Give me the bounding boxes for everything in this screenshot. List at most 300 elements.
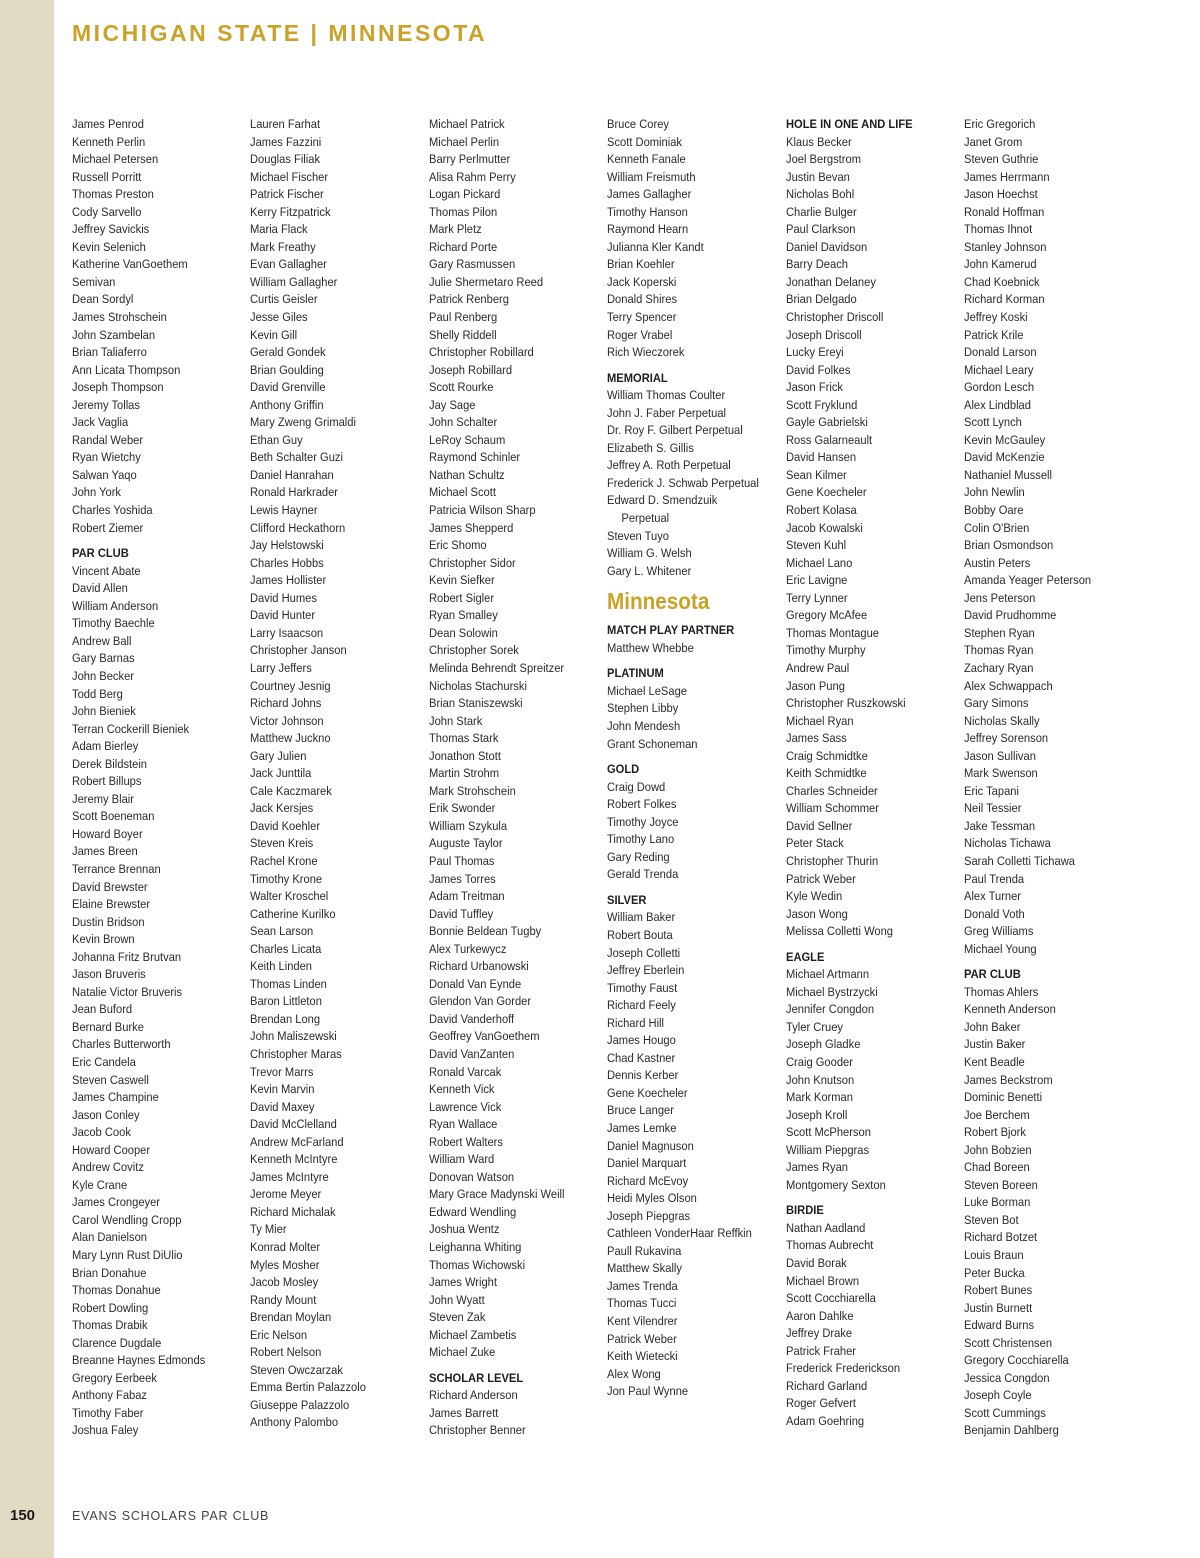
donor-name: William Ward [429,1152,495,1167]
donor-name: Donald Voth [964,906,1025,921]
donor-name: Rich Wieczorek [607,345,685,360]
donor-name: Jerome Meyer [250,1187,322,1202]
donor-name: Mark Freathy [250,239,316,254]
donor-name: Edward Burns [964,1318,1035,1333]
donor-name: Robert Bjork [964,1125,1026,1140]
donor-name: Jason Hoechst [964,187,1038,202]
donor-name: John Bieniek [72,704,136,719]
donor-name: Gary Rasmussen [429,257,516,272]
donor-name: Daniel Hanrahan [250,467,334,482]
school-heading: Minnesota [607,588,710,615]
donor-name: Gregory Cocchiarella [964,1353,1069,1368]
donor-name: David Brewster [72,879,148,894]
donor-name: Robert Billups [72,774,142,789]
donor-name: James Beckstrom [964,1072,1053,1087]
donor-name: Michael Patrick [429,117,505,131]
donor-name: Cale Kaczmarek [250,783,332,798]
donor-name: William Thomas Coulter [607,388,726,403]
donor-name: James Herrmann [964,169,1050,184]
donor-name: Michael Young [964,941,1037,956]
donor-name: Joseph Colletti [607,945,681,960]
donor-name: Brian Taliaferro [72,345,147,360]
donor-name: Montgomery Sexton [786,1177,886,1192]
donor-name: John Mendesh [607,718,681,733]
donor-name: Dominic Benetti [964,1090,1043,1105]
donor-name: Douglas Filiak [250,152,321,167]
donor-name: Adam Bierley [72,739,139,754]
donor-name: William Gallagher [250,274,338,289]
donor-name: Kent Vilendrer [607,1314,678,1328]
donor-name: Patrick Weber [786,871,856,886]
donor-name: Scott Dominiak [607,134,682,149]
donor-name: David Vanderhoff [429,1011,515,1026]
donor-name: Richard Botzet [964,1230,1038,1245]
donor-name: Luke Borman [964,1195,1031,1210]
donor-name: Larry Jeffers [250,660,312,675]
donor-name: Beth Schalter Guzi [250,450,343,465]
donor-name: Ross Galarneault [786,432,873,447]
donor-name: Ronald Varcak [429,1064,502,1079]
donor-name: James Barrett [429,1405,499,1420]
donor-name: Zachary Ryan [964,660,1034,675]
donor-name: Jeffrey Sorenson [964,731,1049,746]
donor-name: Glendon Van Gorder [429,994,532,1009]
donor-name: Chad Boreen [964,1160,1030,1175]
section-heading: SILVER [607,892,647,907]
donor-name: Peter Stack [786,836,844,851]
donor-name: Catherine Kurilko [250,906,336,921]
column-2 [250,116,410,1432]
donor-name: Joshua Faley [72,1423,139,1438]
donor-name: Joseph Kroll [786,1107,848,1122]
donor-name: Andrew Paul [786,660,850,675]
donor-name: Dennis Kerber [607,1068,679,1083]
donor-name: Justin Burnett [964,1300,1033,1315]
donor-name: Jeffrey Savickis [72,222,150,237]
donor-name: Kenneth Fanale [607,152,686,167]
donor-name: Peter Bucka [964,1265,1025,1280]
donor-name: Timothy Murphy [786,643,866,658]
donor-name: Jason Bruveris [72,967,146,982]
donor-name: Rachel Krone [250,853,318,868]
donor-name: Dean Solowin [429,625,498,640]
donor-name: Baron Littleton [250,994,322,1009]
donor-name: Charlie Bulger [786,204,857,219]
donor-name: Charles Licata [250,941,322,956]
donor-name: John Newlin [964,485,1025,500]
donor-name: James Sass [786,731,847,746]
donor-name: Ronald Hoffman [964,204,1045,219]
donor-name: William G. Welsh [607,546,692,561]
donor-name: Alex Turner [964,889,1022,904]
donor-name: Nathan Aadland [786,1220,866,1235]
donor-name: Scott Lynch [964,415,1022,430]
section-heading: PAR CLUB [72,546,129,561]
donor-name: Robert Ziemer [72,520,144,535]
donor-name: Timothy Joyce [607,814,679,829]
donor-name: James Shepperd [429,520,514,535]
donor-columns [72,116,1192,1446]
donor-name: Jonathan Delaney [786,274,876,289]
donor-name: Patrick Weber [607,1331,677,1346]
donor-name: John York [72,485,121,500]
donor-name: Christopher Benner [429,1423,526,1438]
donor-name: Donald Van Eynde [429,976,522,991]
donor-name: James Ryan [786,1160,848,1175]
donor-name: Joseph Piepgras [607,1208,691,1223]
donor-name: Gordon Lesch [964,380,1035,395]
donor-name: Brian Goulding [250,362,324,377]
donor-name: Scott McPherson [786,1125,871,1140]
donor-name: Kenneth Vick [429,1082,495,1097]
donor-name: William Piepgras [786,1142,870,1157]
donor-name: Steven Caswell [72,1072,149,1087]
donor-name: Michael Zuke [429,1345,496,1360]
donor-name: Craig Gooder [786,1054,853,1069]
donor-name: Lauren Farhat [250,117,321,131]
donor-name: Stephen Libby [607,701,679,716]
donor-name: Emma Bertin Palazzolo [250,1380,366,1395]
donor-name: Craig Schmidtke [786,748,868,763]
donor-name: Michael Fischer [250,169,329,184]
donor-name: Jay Helstowski [250,538,324,553]
donor-name: Thomas Donahue [72,1283,161,1298]
donor-name: Timothy Baechle [72,616,155,631]
donor-name: Louis Braun [964,1248,1024,1262]
donor-name: Christopher Maras [250,1046,342,1061]
donor-name: Steven Kreis [250,836,314,851]
donor-name: John Stark [429,713,483,728]
donor-name: Eric Shomo [429,538,487,553]
donor-name: Adam Goehring [786,1413,865,1428]
donor-name: William Schommer [786,801,879,816]
donor-name: Terry Lynner [786,590,848,605]
donor-name: Jacob Kowalski [786,520,863,535]
donor-name: Gary Simons [964,696,1029,711]
donor-name: Paull Rukavina [607,1243,682,1258]
section-heading: HOLE IN ONE AND LIFE [786,117,913,131]
donor-name: Howard Boyer [72,826,143,841]
donor-name: Ryan Wallace [429,1117,498,1132]
donor-name: Adam Treitman [429,889,505,904]
donor-name: Charles Yoshida [72,503,153,518]
donor-name: Ethan Guy [250,432,303,447]
donor-name: Kevin Gill [250,327,298,342]
donor-name: Joseph Driscoll [786,327,862,342]
section-heading: MATCH PLAY PARTNER [607,623,735,638]
donor-name: Nicholas Tichawa [964,836,1051,851]
donor-name: Randy Mount [250,1292,317,1307]
donor-name: John J. Faber Perpetual [607,405,727,420]
section-heading: PLATINUM [607,666,664,681]
donor-name: Kevin Selenich [72,239,146,254]
page-number: 150 [10,1507,36,1524]
donor-name: Charles Schneider [786,783,878,798]
donor-name: Thomas Ihnot [964,222,1033,237]
column-3 [429,116,589,1440]
donor-name: David Sellner [786,818,853,833]
donor-name: Christopher Thurin [786,853,879,868]
donor-name: Kevin Siefker [429,573,495,588]
donor-name: Myles Mosher [250,1257,320,1272]
donor-name: Melinda Behrendt Spreitzer [429,660,565,675]
donor-name: David Koehler [250,818,321,833]
donor-name: Eric Lavigne [786,573,848,588]
donor-name: Auguste Taylor [429,836,503,851]
donor-name: Paul Clarkson [786,222,856,237]
donor-name: Jack Koperski [607,274,677,289]
donor-name: Christopher Ruszkowski [786,696,906,711]
donor-name: Ryan Smalley [429,608,498,623]
donor-name: Matthew Skally [607,1261,682,1276]
donor-name: Gerald Gondek [250,345,326,360]
donor-name: Andrew Covitz [72,1160,144,1175]
donor-name: Steven Zak [429,1310,486,1325]
donor-name: Kenneth McIntyre [250,1152,338,1167]
donor-name: Erik Swonder [429,801,496,816]
donor-name: Joseph Thompson [72,380,164,395]
donor-name: Russell Porritt [72,169,142,184]
page-title: MICHIGAN STATE | MINNESOTA [72,20,488,46]
donor-name: Joel Bergstrom [786,152,861,167]
donor-name: Andrew McFarland [250,1134,344,1149]
donor-name: Kevin Brown [72,932,135,947]
donor-name: Mary Lynn Rust DiUlio [72,1248,183,1262]
donor-name: Stanley Johnson [964,239,1047,254]
donor-name: Robert Walters [429,1134,503,1149]
donor-name: Ann Licata Thompson [72,362,181,377]
donor-name: Nicholas Bohl [786,187,855,202]
donor-name: Brian Donahue [72,1265,147,1280]
donor-name: LeRoy Schaum [429,432,506,447]
donor-name: Donovan Watson [429,1169,515,1184]
donor-name: William Baker [607,910,676,925]
donor-name: Dustin Bridson [72,914,145,929]
donor-name: Thomas Wichowski [429,1257,526,1272]
donor-name: Anthony Palombo [250,1415,339,1430]
donor-name: Thomas Ahlers [964,984,1039,999]
donor-name: Scott Boeneman [72,809,155,824]
donor-name: Steven Guthrie [964,152,1039,167]
donor-name: Keith Schmidtke [786,766,867,781]
donor-name: Jason Wong [786,906,848,921]
donor-name: Richard Michalak [250,1204,336,1219]
donor-name: Thomas Linden [250,976,327,991]
donor-name: Scott Christensen [964,1335,1053,1350]
donor-name: Gregory McAfee [786,608,868,623]
donor-name: Thomas Pilon [429,204,498,219]
donor-name: Brian Osmondson [964,538,1054,553]
donor-name: Victor Johnson [250,713,324,728]
donor-name: Perpetual [621,511,670,526]
donor-name: Michael Scott [429,485,496,500]
donor-name: William Anderson [72,598,159,613]
donor-name: Kyle Wedin [786,889,843,904]
donor-name: Jason Conley [72,1107,140,1122]
donor-name: Gene Koecheler [607,1085,688,1100]
donor-name: Jonathon Stott [429,748,501,763]
donor-name: David Grenville [250,380,326,395]
donor-name: Jon Paul Wynne [607,1384,689,1399]
donor-name: Michael Brown [786,1273,860,1288]
donor-name: Brian Staniszewski [429,696,523,711]
donor-name: Thomas Tucci [607,1296,677,1311]
donor-name: Nicholas Skally [964,713,1040,728]
donor-name: Nicholas Stachurski [429,678,527,693]
donor-name: Konrad Molter [250,1240,321,1254]
donor-name: David McClelland [250,1117,337,1132]
section-heading: SCHOLAR LEVEL [429,1370,524,1385]
donor-name: Donald Shires [607,292,678,307]
donor-name: Scott Cummings [964,1405,1046,1420]
donor-name: James Trenda [607,1278,678,1293]
donor-name: Julianna Kler Kandt [607,239,704,254]
column-5 [786,116,946,1430]
donor-name: Julie Shermetaro Reed [429,274,544,289]
donor-name: Chad Kastner [607,1050,676,1065]
donor-name: Thomas Preston [72,187,154,202]
donor-name: Alex Wong [607,1366,661,1381]
donor-name: Ronald Harkrader [250,485,339,500]
donor-name: Richard Garland [786,1378,868,1393]
donor-name: Geoffrey VanGoethem [429,1029,540,1044]
donor-name: Mary Grace Madynski Weill [429,1187,565,1202]
donor-name: Edward D. Smendzuik [607,493,718,508]
donor-name: Scott Cocchiarella [786,1291,876,1306]
donor-name: Robert Kolasa [786,503,857,518]
donor-name: Gary Barnas [72,651,135,666]
donor-name: Eric Tapani [964,783,1019,798]
donor-name: James Hougo [607,1033,676,1048]
donor-name: Jennifer Congdon [786,1002,875,1017]
donor-name: Courtney Jesnig [250,678,331,693]
donor-name: Grant Schoneman [607,736,698,751]
donor-name: Bonnie Beldean Tugby [429,924,542,939]
donor-name: Michael Petersen [72,152,159,167]
donor-name: Justin Baker [964,1037,1026,1052]
donor-name: Thomas Aubrecht [786,1238,874,1253]
donor-name: Jean Buford [72,1002,133,1017]
donor-name: Mary Zweng Grimaldi [250,415,356,430]
donor-name: Bruce Corey [607,117,669,131]
donor-name: Austin Peters [964,555,1031,570]
donor-name: Daniel Davidson [786,239,868,254]
donor-name: Salwan Yaqo [72,467,137,482]
donor-name: Gerald Trenda [607,867,679,882]
donor-name: Gary Julien [250,748,307,763]
donor-name: James McIntyre [250,1169,329,1184]
donor-name: Natalie Victor Bruveris [72,984,183,999]
donor-name: Derek Bildstein [72,756,148,771]
donor-name: Katherine VanGoethem [72,257,188,272]
donor-name: Raymond Hearn [607,222,689,237]
donor-name: Logan Pickard [429,187,501,202]
donor-name: Christopher Sorek [429,643,519,658]
donor-name: Alex Turkewycz [429,941,507,956]
donor-name: Matthew Juckno [250,731,331,746]
donor-name: Mark Korman [786,1090,853,1105]
donor-name: Jeremy Blair [72,791,134,806]
donor-name: Anthony Griffin [250,397,324,412]
donor-name: Jens Peterson [964,590,1036,605]
donor-name: Bernard Burke [72,1019,144,1034]
donor-name: Alan Danielson [72,1230,148,1245]
donor-name: Aaron Dahlke [786,1308,854,1323]
donor-name: Alex Schwappach [964,678,1053,693]
donor-name: David Allen [72,581,128,596]
donor-name: Bruce Langer [607,1103,674,1118]
donor-name: John Maliszewski [250,1029,337,1044]
donor-name: John Wyatt [429,1292,485,1307]
donor-name: Kent Beadle [964,1054,1025,1069]
donor-name: Lucky Ereyi [786,345,844,360]
donor-name: James Crongeyer [72,1195,161,1210]
donor-name: Jason Sullivan [964,748,1036,763]
donor-name: Jake Tessman [964,818,1036,833]
donor-name: Steven Owczarzak [250,1362,343,1377]
donor-name: Richard Korman [964,292,1045,307]
donor-name: John Schalter [429,415,498,430]
donor-name: James Champine [72,1090,159,1105]
donor-name: Christopher Sidor [429,555,516,570]
donor-name: Jack Vaglia [72,415,129,430]
section-heading: PAR CLUB [964,967,1021,982]
donor-name: Scott Rourke [429,380,494,395]
donor-name: Frederick Frederickson [786,1361,901,1376]
donor-name: Jeffrey Eberlein [607,963,685,978]
donor-name: Ty Mier [250,1222,287,1237]
donor-name: Brian Delgado [786,292,857,307]
donor-name: Scott Fryklund [786,397,858,412]
donor-name: Christopher Driscoll [786,310,884,325]
donor-name: Jacob Cook [72,1125,131,1140]
donor-name: Timothy Hanson [607,204,688,219]
donor-name: Daniel Marquart [607,1156,687,1171]
donor-name: Joseph Robillard [429,362,513,377]
donor-name: Robert Nelson [250,1345,322,1360]
donor-name: David VanZanten [429,1046,515,1061]
donor-name: Robert Bunes [964,1283,1033,1298]
donor-name: Michael Perlin [429,134,500,149]
donor-name: Charles Hobbs [250,555,324,570]
donor-name: Leighanna Whiting [429,1240,522,1254]
footer-label: EVANS SCHOLARS PAR CLUB [72,1509,270,1523]
donor-name: Stephen Ryan [964,625,1035,640]
donor-name: William Szykula [429,818,508,833]
donor-name: James Lemke [607,1120,677,1135]
donor-name: Sarah Colletti Tichawa [964,853,1075,868]
donor-name: Lawrence Vick [429,1099,502,1114]
donor-name: Larry Isaacson [250,625,324,640]
donor-name: Michael LeSage [607,683,687,698]
donor-name: James Fazzini [250,134,322,149]
donor-name: John Becker [72,668,134,683]
donor-name: Gary L. Whitener [607,563,692,578]
donor-name: Paul Renberg [429,310,498,325]
donor-name: Jeffrey Koski [964,310,1028,325]
donor-name: Thomas Montague [786,625,879,640]
donor-name: Jeffrey Drake [786,1326,853,1341]
donor-name: James Hollister [250,573,327,588]
donor-name: Donald Larson [964,345,1037,360]
donor-name: Kenneth Anderson [964,1002,1056,1017]
donor-name: Martin Strohm [429,766,500,781]
donor-name: Steven Bot [964,1212,1019,1227]
donor-name: Jason Pung [786,678,845,693]
donor-name: Jack Junttila [250,766,312,781]
donor-name: Richard Porte [429,239,498,254]
donor-name: Richard Anderson [429,1388,518,1403]
